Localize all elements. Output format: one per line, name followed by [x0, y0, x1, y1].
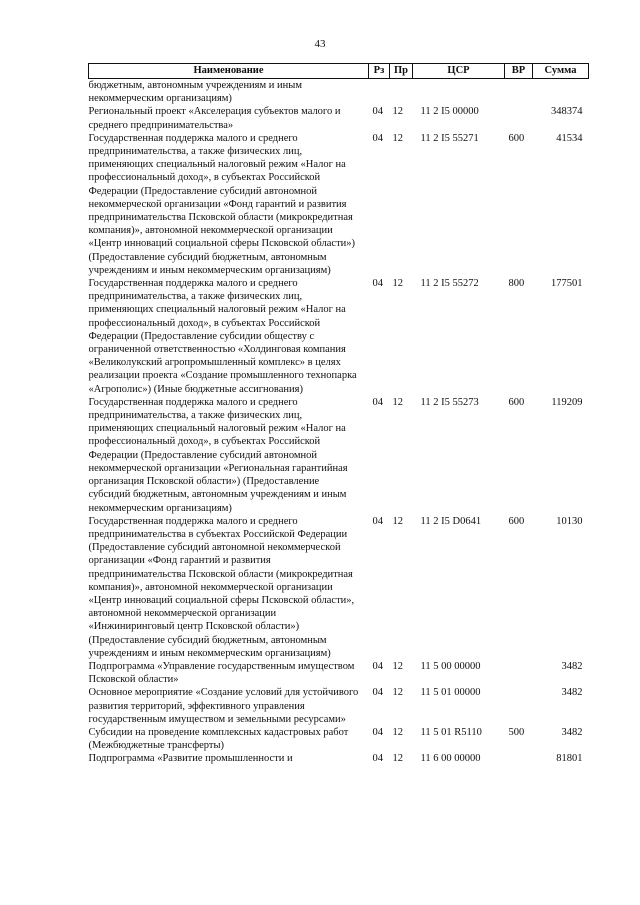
row-rz: 04 [372, 515, 383, 527]
row-sum: 119209 [551, 396, 583, 408]
row-sum: 3482 [561, 660, 583, 672]
row-sum [533, 79, 589, 106]
table-row [89, 515, 589, 660]
header-vr: ВР [505, 64, 533, 79]
table-row [89, 726, 589, 752]
row-csr: 11 2 I5 55273 [420, 396, 479, 408]
table-row [89, 105, 589, 131]
header-row [89, 64, 589, 79]
row-rz: 04 [372, 687, 383, 699]
row-vr [505, 752, 533, 765]
table-header [89, 64, 589, 79]
row-csr: 11 2 I5 55272 [420, 278, 479, 290]
table-row [89, 686, 589, 726]
row-name: Основное мероприятие «Создание условий для устойчивого развития территорий, эффективного управления государственным имуществом и земельными ресурсами» [88, 687, 359, 725]
row-csr: 11 5 01 R5110 [420, 726, 482, 738]
table-row [89, 752, 589, 765]
budget-table [88, 63, 589, 766]
header-sum: Сумма [533, 64, 589, 79]
header-csr: ЦСР [413, 64, 505, 79]
row-name: Подпрограмма «Развитие промышленности и [88, 753, 293, 765]
row-pr: 12 [392, 396, 403, 408]
row-csr [413, 79, 505, 106]
row-csr: 11 2 I5 D0641 [420, 515, 482, 527]
row-name: Государственная поддержка малого и среднего предпринимательства, а также физических лиц, применяющих специальный налоговый режим «Налог на профессиональный доход», в субъектах Российской Федерации (Предоставление субсидий автономной некоммерческой организации «Фонд гарантий и развития предпринимательства Псковской области (микрокредитная компания)», автономной некоммерческой организации «Центр инноваций социальной сферы Псковской области») (Предоставление субсидий бюджетным, автономным учреждениям и иным некоммерческим организациям) [88, 132, 356, 276]
row-csr: 11 2 I5 00000 [420, 106, 479, 118]
row-sum: 177501 [551, 278, 583, 290]
page-number: 43 [314, 38, 326, 50]
row-pr: 12 [392, 106, 403, 118]
table-row [89, 660, 589, 686]
row-pr: 12 [392, 726, 403, 738]
table-row [89, 396, 589, 515]
row-pr: 12 [392, 132, 403, 144]
row-name: бюджетным, автономным учреждениям и иным некоммерческим организациям) [88, 80, 302, 105]
row-pr: 12 [392, 660, 403, 672]
table-body [89, 79, 589, 766]
row-rz: 04 [372, 132, 383, 144]
row-rz: 04 [372, 396, 383, 408]
row-csr: 11 2 I5 55271 [420, 132, 479, 144]
row-rz: 04 [372, 726, 383, 738]
row-name: Государственная поддержка малого и среднего предпринимательства, а также физических лиц, применяющих специальный налоговый режим «Налог на профессиональный доход», в субъектах Российской Федерации (Предоставление субсидии обществу с ограниченной ответственностью «Холдинговая компания «Великолукский агропромышленный комплекс» в целях реализации проекта «Создание промышленного технопарка «Агрополис») (Иные бюджетные ассигнования) [88, 278, 357, 395]
row-vr [505, 660, 533, 686]
row-name: Субсидии на проведение комплексных кадастровых работ (Межбюджетные трансферты) [88, 726, 349, 752]
row-csr: 11 5 00 00000 [420, 660, 481, 672]
row-rz: 04 [372, 660, 383, 672]
row-rz [369, 79, 390, 106]
row-name: Государственная поддержка малого и среднего предпринимательства, а также физических лиц, применяющих специальный налоговый режим «Налог на профессиональный доход», в субъектах Российской Федерации (Предоставление субсидий автономной некоммерческой организации «Региональная гарантийная организация Псковской области») (Предоставление субсидий бюджетным, автономным учреждениям и иным некоммерческим организациям) [88, 396, 348, 514]
row-sum: 3482 [561, 687, 583, 699]
row-vr: 500 [508, 726, 525, 738]
row-vr [505, 79, 533, 106]
row-sum: 81801 [556, 753, 583, 765]
row-sum: 348374 [551, 106, 583, 118]
row-vr [505, 686, 533, 726]
row-name: Государственная поддержка малого и среднего предпринимательства в субъектах Российской Федерации (Предоставление субсидий автономной некоммерческой организации «Фонд гарантий и развития предпринимательства Псковской области (микрокредитная компания)», автономной некоммерческой организации «Центр инноваций социальной сферы Псковской области», автономной некоммерческой организации «Инжиниринговый центр Псковской области») (Предоставление субсидий бюджетным, автономным учреждениям и иным некоммерческим организациям) [88, 515, 355, 659]
table-row [89, 79, 589, 106]
row-pr: 12 [392, 753, 403, 765]
row-rz: 04 [372, 753, 383, 765]
header-rz: Рз [369, 64, 390, 79]
row-vr [505, 105, 533, 131]
row-vr: 600 [508, 396, 525, 408]
row-sum: 10130 [556, 515, 583, 527]
row-pr: 12 [392, 687, 403, 699]
row-sum: 3482 [561, 726, 583, 738]
row-rz: 04 [372, 278, 383, 290]
row-pr: 12 [392, 515, 403, 527]
table-row [89, 277, 589, 396]
header-pr: Пр [390, 64, 413, 79]
row-csr: 11 5 01 00000 [420, 687, 481, 699]
row-sum: 41534 [556, 132, 583, 144]
row-pr: 12 [392, 278, 403, 290]
row-csr: 11 6 00 00000 [420, 753, 481, 765]
row-name: Подпрограмма «Управление государственным имуществом Псковской области» [88, 660, 355, 686]
header-name: Наименование [89, 64, 369, 79]
row-pr [390, 79, 413, 106]
row-vr: 600 [508, 132, 525, 144]
table-row [89, 132, 589, 277]
row-rz: 04 [372, 106, 383, 118]
row-vr: 800 [508, 278, 525, 290]
row-name: Региональный проект «Акселерация субъектов малого и среднего предпринимательства» [88, 106, 341, 131]
row-vr: 600 [508, 515, 525, 527]
